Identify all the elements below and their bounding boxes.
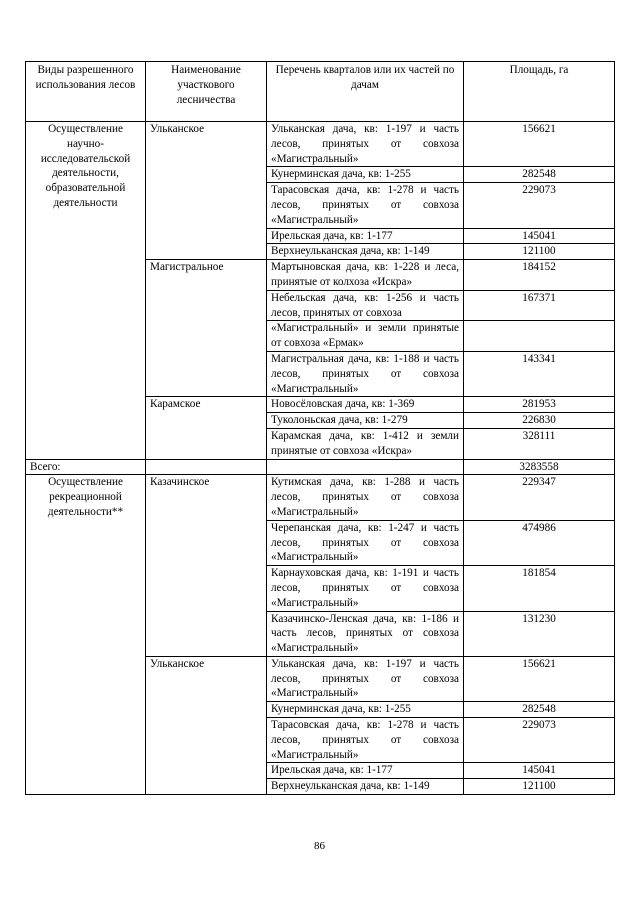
area-cell: 282548: [464, 167, 615, 183]
quarters-cell: Кунерминская дача, кв: 1-255: [267, 167, 464, 183]
quarters-cell: Ирельская дача, кв: 1-177: [267, 763, 464, 779]
quarters-cell: Ирельская дача, кв: 1-177: [267, 228, 464, 244]
quarters-cell: «Магистральный» и земли принятые от совхоза «Ермак»: [267, 321, 464, 352]
quarters-cell: Мартыновская дача, кв: 1-228 и леса, принятые от колхоза «Искра»: [267, 260, 464, 291]
area-cell: 282548: [464, 702, 615, 718]
area-cell: 131230: [464, 611, 615, 656]
area-cell: 167371: [464, 290, 615, 321]
table-row: [26, 475, 615, 520]
quarters-cell: Кунерминская дача, кв: 1-255: [267, 702, 464, 718]
area-cell: 145041: [464, 763, 615, 779]
header-row: [26, 62, 615, 122]
area-cell: 229347: [464, 475, 615, 520]
empty-cell: [146, 459, 267, 475]
quarters-cell: Кутимская дача, кв: 1-288 и часть лесов, принятых от совхоза «Магистральный»: [267, 475, 464, 520]
forest-use-table: [25, 61, 615, 795]
area-cell: 328111: [464, 428, 615, 459]
page-number: 86: [314, 840, 325, 852]
area-cell: 226830: [464, 413, 615, 429]
quarters-cell: Верхнеульканская дача, кв: 1-149: [267, 244, 464, 260]
quarters-cell: Тарасовская дача, кв: 1-278 и часть лесов, принятых от совхоза «Магистральный»: [267, 183, 464, 228]
area-cell: 121100: [464, 779, 615, 795]
area-cell: 229073: [464, 183, 615, 228]
table-row: [26, 122, 615, 167]
quarters-cell: Черепанская дача, кв: 1-247 и часть лесов, принятых от совхоза «Магистральный»: [267, 520, 464, 565]
area-cell: 156621: [464, 656, 615, 701]
quarters-cell: Небельская дача, кв: 1-256 и часть лесов, принятых от совхоза: [267, 290, 464, 321]
quarters-cell: Тарасовская дача, кв: 1-278 и часть лесов, принятых от совхоза «Магистральный»: [267, 718, 464, 763]
quarters-cell: Ульканская дача, кв: 1-197 и часть лесов, принятых от совхоза «Магистральный»: [267, 122, 464, 167]
quarters-cell: Новосёловская дача, кв: 1-369: [267, 397, 464, 413]
quarters-cell: Верхнеульканская дача, кв: 1-149: [267, 779, 464, 795]
total-area: 3283558: [464, 459, 615, 475]
area-cell: 121100: [464, 244, 615, 260]
area-cell: 184152: [464, 260, 615, 291]
area-cell: 229073: [464, 718, 615, 763]
use-type-cell: Осуществление рекреационной деятельности**: [26, 475, 146, 795]
empty-cell: [267, 459, 464, 475]
quarters-cell: Ульканская дача, кв: 1-197 и часть лесов, принятых от совхоза «Магистральный»: [267, 656, 464, 701]
quarters-cell: Карнауховская дача, кв: 1-191 и часть лесов, принятых от совхоза «Магистральный»: [267, 566, 464, 611]
area-cell: [464, 321, 615, 352]
use-type-cell: Осуществление научно-исследовательской деятельности, образовательной деятельности: [26, 122, 146, 460]
district-cell: Магистральное: [146, 260, 267, 397]
total-row: [26, 459, 615, 475]
quarters-cell: Туколоньская дача, кв: 1-279: [267, 413, 464, 429]
area-cell: 156621: [464, 122, 615, 167]
area-cell: 145041: [464, 228, 615, 244]
quarters-cell: Казачинско-Ленская дача, кв: 1-186 и часть лесов, принятых от совхоза «Магистральный»: [267, 611, 464, 656]
district-cell: Ульканское: [146, 122, 267, 260]
district-cell: Казачинское: [146, 475, 267, 657]
area-cell: 181854: [464, 566, 615, 611]
area-cell: 281953: [464, 397, 615, 413]
header-district: Наименование участкового лесничества: [146, 62, 267, 122]
quarters-cell: Магистральная дача, кв: 1-188 и часть лесов, принятых от совхоза «Магистральный»: [267, 351, 464, 396]
quarters-cell: Карамская дача, кв: 1-412 и земли принятые от совхоза «Искра»: [267, 428, 464, 459]
district-cell: Ульканское: [146, 656, 267, 794]
area-cell: 474986: [464, 520, 615, 565]
district-cell: Карамское: [146, 397, 267, 459]
total-label: Всего:: [26, 459, 146, 475]
area-cell: 143341: [464, 351, 615, 396]
header-quarters-list: Перечень кварталов или их частей по дачам: [267, 62, 464, 122]
header-area: Площадь, га: [464, 62, 615, 122]
header-use-type: Виды разрешенного использования лесов: [26, 62, 146, 122]
